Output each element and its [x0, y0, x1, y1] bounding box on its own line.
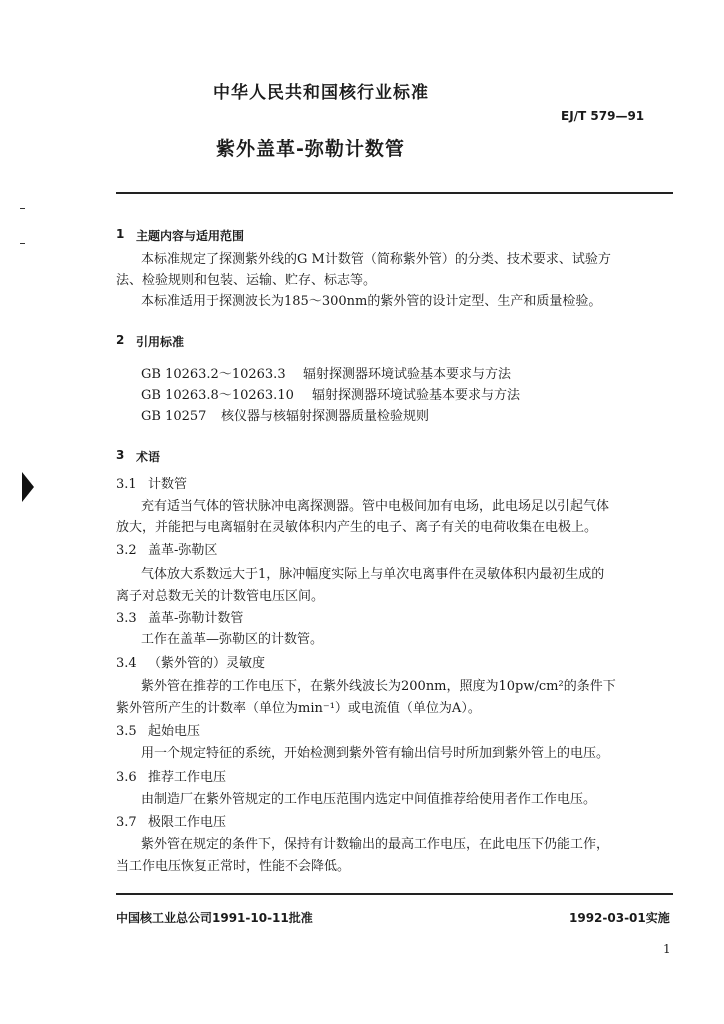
term-definition-line: 离子对总数无关的计数管电压区间。 [116, 589, 325, 604]
term-definition-line: 放大，并能把与电离辐射在灵敏体积内产生的电子、离子有关的电荷收集在电极上。 [116, 520, 598, 535]
term-definition-line: 用一个规定特征的系统，开始检测到紫外管有输出信号时所加到紫外管上的电压。 [141, 746, 610, 761]
term-name: 极限工作电压 [148, 815, 227, 830]
s1-paragraph-line: 本标准适用于探测波长为185～300nm的紫外管的设计定型、生产和质量检验。 [141, 294, 602, 309]
term-definition-line: 紫外管在规定的条件下，保持有计数输出的最高工作电压，在此电压下仍能工作， [141, 837, 610, 852]
term-name: 计数管 [148, 477, 188, 492]
term-name: 盖革-弥勒计数管 [148, 611, 244, 626]
s1-paragraph-line: 本标准规定了探测紫外线的G M计数管（简称紫外管）的分类、技术要求、试验方 [141, 252, 611, 267]
term-number: 3.7 [116, 815, 137, 830]
s1-paragraph-line: 法、检验规则和包装、运输、贮存、标志等。 [116, 273, 377, 288]
reference-code: GB 10257 [141, 409, 207, 424]
section-2-number: 2 [116, 333, 125, 347]
margin-triangle-marker [20, 470, 36, 504]
section-2-title: 引用标准 [136, 335, 185, 349]
reference-code: GB 10263.2～10263.3 [141, 367, 286, 382]
page-number: 1 [663, 942, 671, 956]
term-number: 3.6 [116, 770, 137, 785]
term-name: （紫外管的）灵敏度 [148, 656, 266, 671]
section-3-title: 术语 [136, 450, 161, 464]
term-name: 起始电压 [148, 724, 201, 739]
margin-dash [20, 243, 25, 244]
section-3-number: 3 [116, 448, 125, 462]
reference-title: 核仪器与核辐射探测器质量检验规则 [221, 409, 430, 424]
term-definition-line: 紫外管所产生的计数率（单位为min⁻¹）或电流值（单位为A）。 [116, 701, 481, 716]
term-number: 3.3 [116, 611, 137, 626]
term-definition-line: 充有适当气体的管状脉冲电离探测器。管中电极间加有电场，此电场足以引起气体 [141, 499, 610, 514]
term-number: 3.5 [116, 724, 137, 739]
reference-title: 辐射探测器环境试验基本要求与方法 [303, 367, 512, 382]
org-title: 中华人民共和国核行业标准 [213, 83, 429, 103]
section-1-number: 1 [116, 227, 125, 241]
term-definition-line: 工作在盖革—弥勒区的计数管。 [141, 632, 324, 647]
approval-line: 中国核工业总公司1991-10-11批准 [116, 911, 313, 925]
term-number: 3.1 [116, 477, 137, 492]
term-definition-line: 由制造厂在紫外管规定的工作电压范围内选定中间值推荐给使用者作工作电压。 [141, 792, 597, 807]
term-number: 3.4 [116, 656, 137, 671]
header-rule [116, 192, 673, 194]
term-definition-line: 气体放大系数远大于1，脉冲幅度实际上与单次电离事件在灵敏体积内最初生成的 [141, 567, 605, 582]
term-definition-line: 当工作电压恢复正常时，性能不会降低。 [116, 859, 351, 874]
term-definition-line: 紫外管在推荐的工作电压下，在紫外线波长为200nm，照度为10pw/cm²的条件下 [141, 679, 616, 694]
reference-title: 辐射探测器环境试验基本要求与方法 [312, 388, 521, 403]
standard-code: EJ/T 579—91 [561, 109, 645, 123]
doc-title: 紫外盖革-弥勒计数管 [216, 138, 405, 160]
term-name: 推荐工作电压 [148, 770, 227, 785]
footer-rule [116, 893, 673, 895]
section-1-title: 主题内容与适用范围 [136, 229, 245, 243]
reference-code: GB 10263.8～10263.10 [141, 388, 294, 403]
effective-date: 1992-03-01实施 [569, 911, 670, 925]
margin-dash [20, 208, 25, 209]
term-number: 3.2 [116, 543, 137, 558]
term-name: 盖革-弥勒区 [148, 543, 218, 558]
